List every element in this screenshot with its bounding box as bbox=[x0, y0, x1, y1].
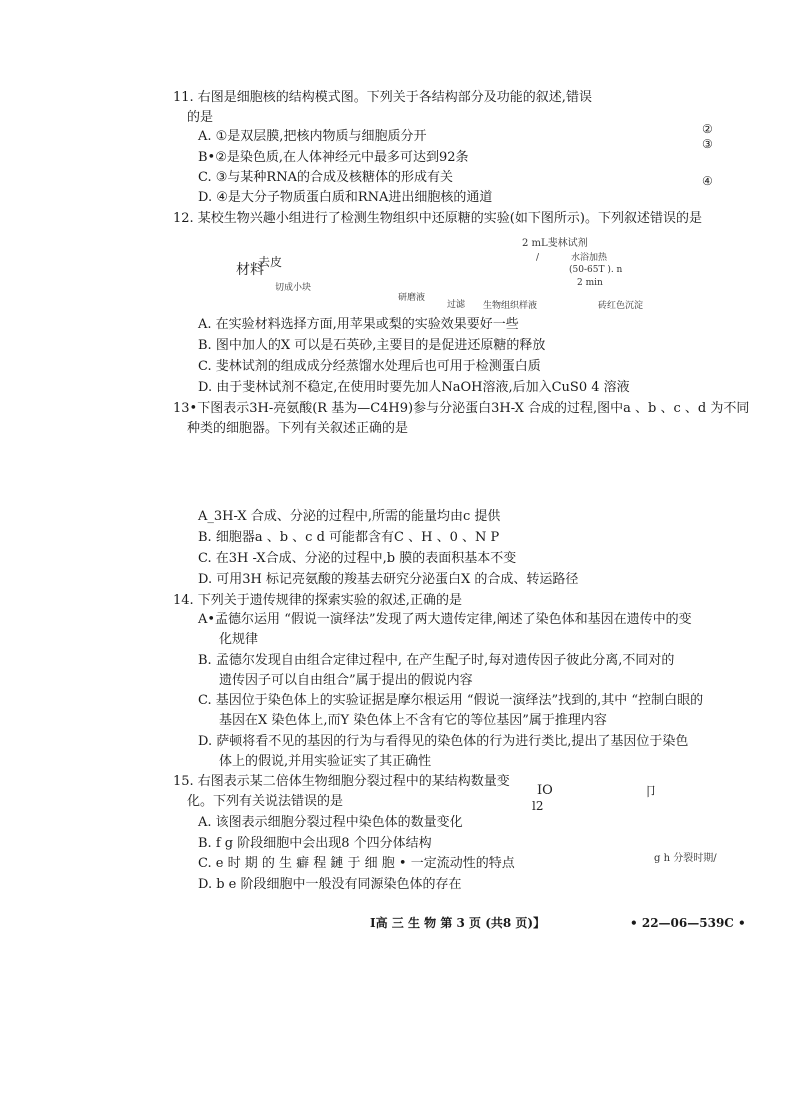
q13-option-c: C. 在3H -X合成、分泌的过程中,b 膜的表面积基本不变 bbox=[198, 551, 517, 566]
q15-option-b: B. f g 阶段细胞中会出现8 个四分体结构 bbox=[198, 836, 432, 851]
q11-stem-line2: 的是 bbox=[187, 110, 214, 125]
q11-figure-label-4: ④ bbox=[702, 174, 713, 188]
q11-figure-label-2: ② bbox=[702, 122, 713, 136]
q14-option-b-line1: B. 孟德尔发现自由组合定律过程中, 在产生配子时,每对遗传因子彼此分离,不同对的 bbox=[198, 653, 675, 668]
q12-fig-cut: 切成小块 bbox=[275, 283, 312, 293]
q13-option-d: D. 可用3H 标记亮氨酸的羧基去研究分泌蛋白X 的合成、转运路径 bbox=[198, 572, 579, 587]
q13-stem-line2: 种类的细胞器。下列有关叙述正确的是 bbox=[187, 421, 409, 436]
q12-fig-material: 材料 bbox=[236, 262, 264, 278]
q11-option-d: D. ④是大分子物质蛋白质和RNA进出细胞核的通道 bbox=[198, 190, 493, 205]
q14-option-c-line2: 基因在X 染色体上,而Y 染色体上不含有它的等位基因”属于推理内容 bbox=[219, 713, 607, 728]
page-footer-left: I高 三 生 物 第 3 页 (共8 页)】 bbox=[370, 916, 546, 930]
page-footer-code: • 22—06—539C • bbox=[630, 916, 746, 930]
q15-stem-line1: 15. 右图表示某二倍体生物细胞分裂过程中的某结构数量变 bbox=[173, 774, 510, 789]
q12-fig-precipitate: 砖红色沉淀 bbox=[598, 301, 644, 311]
q15-stem-line2: 化。下列有关说法错误的是 bbox=[187, 794, 344, 809]
q12-option-d: D. 由于斐林试剂不稳定,在使用时要先加人NaOH溶液,后加入CuS0 4 溶液 bbox=[198, 380, 630, 395]
q15-fig-y-label-10: IO bbox=[537, 783, 553, 798]
q12-fig-peel: 去皮 bbox=[258, 255, 283, 269]
q14-option-c-line1: C. 基因位于染色体上的实验证据是摩尔根运用 “假说一演绎法”找到的,其中 “控制白眼的 bbox=[198, 693, 704, 708]
q12-fig-grind: 研磨液 bbox=[398, 293, 426, 303]
q14-stem: 14. 下列关于遗传规律的探索实验的叙述,正确的是 bbox=[173, 593, 462, 608]
q15-option-d: D. b e 阶段细胞中一般没有同源染色体的存在 bbox=[198, 877, 462, 892]
q12-fig-time: 2 min bbox=[577, 278, 603, 288]
q15-fig-y-label-12: l2 bbox=[532, 799, 544, 813]
q12-fig-reagent: 2 mL斐林试剂 bbox=[522, 238, 588, 249]
q11-option-a: A. ①是双层膜,把核内物质与细胞质分开 bbox=[198, 129, 427, 144]
q15-option-a: A. 该图表示细胞分裂过程中染色体的数量变化 bbox=[198, 815, 463, 830]
q12-fig-water-bath: 水浴加热 bbox=[571, 253, 608, 263]
q12-fig-temp: (50-65T ). n bbox=[569, 265, 623, 275]
q13-option-a: A_3H-X 合成、分泌的过程中,所需的能量均由c 提供 bbox=[198, 509, 501, 524]
q14-option-a-line1: A•孟德尔运用 “假说一演绎法”发现了两大遗传定律,阐述了染色体和基因在遗传中的变 bbox=[198, 612, 692, 627]
q13-option-b: B. 细胞器a 、b 、c d 可能都含有C 、H 、0 、N P bbox=[198, 530, 500, 545]
q12-fig-filter: 过滤 bbox=[447, 300, 466, 310]
q14-option-d-line2: 体上的假说,并用实验证实了其正确性 bbox=[219, 754, 432, 769]
q14-option-a-line2: 化规律 bbox=[219, 632, 259, 647]
q12-stem: 12. 某校生物兴趣小组进行了检测生物组织中还原糖的实验(如下图所示)。下列叙述错误的是 bbox=[173, 211, 702, 226]
q14-option-d-line1: D. 萨顿将看不见的基因的行为与看得见的染色体的行为进行类比,提出了基因位于染色 bbox=[198, 734, 689, 749]
q11-figure-label-3: ③ bbox=[702, 137, 713, 151]
q12-option-c: C. 斐林试剂的组成成分经蒸馏水处理后也可用于检测蛋白质 bbox=[198, 359, 541, 374]
q15-option-c: C. e 时 期 的 生 癖 程 鏈 于 细 胞 • 一定流动性的特点 bbox=[198, 856, 515, 871]
q12-option-b: B. 图中加人的X 可以是石英砂,主要目的是促进还原糖的释放 bbox=[198, 338, 546, 353]
q15-fig-bracket: 卩 bbox=[644, 785, 658, 800]
q11-option-b: B•②是染色质,在人体神经元中最多可达到92条 bbox=[198, 150, 469, 165]
q13-stem-line1: 13•下图表示3H-亮氨酸(R 基为—C4H9)参与分泌蛋白3H-X 合成的过程,图中a 、b 、c 、d 为不同 bbox=[173, 401, 750, 416]
q15-fig-x-label: g h 分裂时期/ bbox=[654, 853, 717, 864]
q14-option-b-line2: 遗传因子可以自由组合”属于提出的假说内容 bbox=[219, 673, 473, 688]
q12-option-a: A. 在实验材料选择方面,用苹果或梨的实验效果要好一些 bbox=[198, 317, 519, 332]
q12-fig-slash: / bbox=[536, 253, 540, 263]
q12-fig-sample: 生物组织样液 bbox=[483, 301, 538, 311]
q11-option-c: C. ③与某种RNA的合成及核糖体的形成有关 bbox=[198, 170, 453, 185]
q11-stem-line1: 11. 右图是细胞核的结构模式图。下列关于各结构部分及功能的叙述,错误 bbox=[173, 90, 592, 105]
